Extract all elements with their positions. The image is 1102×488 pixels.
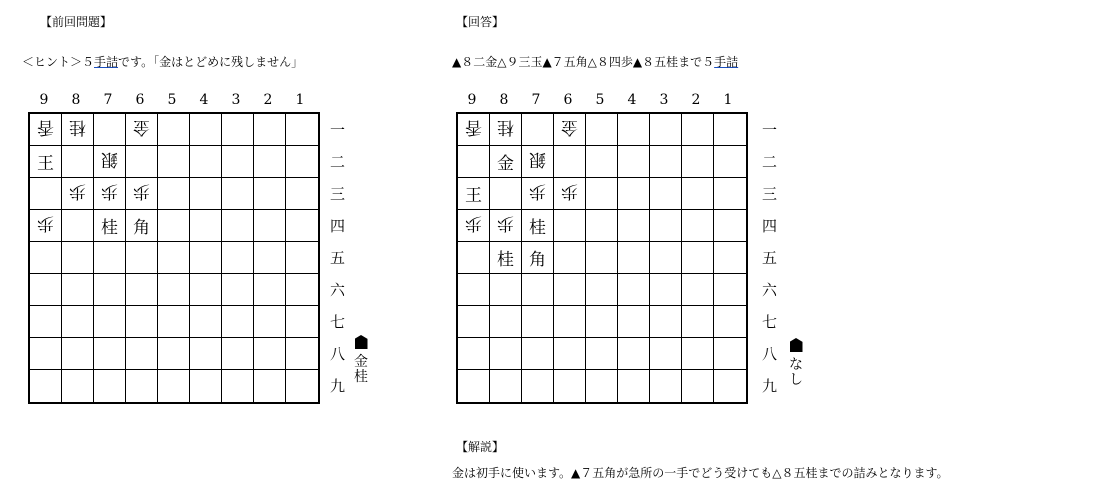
board-square[interactable] xyxy=(126,274,158,306)
board-square[interactable] xyxy=(254,306,286,338)
board-square[interactable] xyxy=(254,242,286,274)
board-square[interactable] xyxy=(554,274,586,306)
board-square[interactable] xyxy=(254,338,286,370)
file-label: 2 xyxy=(691,92,701,108)
rank-label: 八 xyxy=(330,345,346,363)
player-piece[interactable]: 桂 xyxy=(529,218,546,238)
rank-label: 四 xyxy=(330,217,346,235)
board-square[interactable] xyxy=(490,210,522,242)
opponent-piece[interactable]: 金 xyxy=(561,117,578,137)
file-label: 2 xyxy=(263,92,273,108)
rank-label: 五 xyxy=(762,249,778,267)
answer-prefix: ▲８二金△９三玉▲７五角△８四歩▲８五桂まで５ xyxy=(452,55,715,69)
board-square[interactable] xyxy=(618,338,650,370)
board-square[interactable] xyxy=(618,178,650,210)
board-square[interactable] xyxy=(62,242,94,274)
board-square[interactable] xyxy=(30,306,62,338)
board-square[interactable] xyxy=(222,306,254,338)
board-square[interactable] xyxy=(522,178,554,210)
rank-label: 二 xyxy=(762,153,778,171)
rank-label: 二 xyxy=(330,153,346,171)
sente-marker-icon xyxy=(790,338,803,352)
file-label: 6 xyxy=(135,92,145,108)
board-square[interactable] xyxy=(714,370,746,402)
rank-label: 六 xyxy=(762,281,778,299)
file-label: 8 xyxy=(71,92,81,108)
board-square[interactable] xyxy=(222,178,254,210)
file-label: 6 xyxy=(563,92,573,108)
board-square[interactable] xyxy=(62,146,94,178)
board-square[interactable] xyxy=(554,114,586,146)
board-square[interactable] xyxy=(714,274,746,306)
board-square[interactable] xyxy=(682,178,714,210)
board-square[interactable] xyxy=(522,146,554,178)
board-square[interactable] xyxy=(490,178,522,210)
board-square[interactable] xyxy=(458,114,490,146)
answer-link[interactable]: 手詰 xyxy=(714,55,739,69)
hand-piece-char: 金 xyxy=(354,354,368,370)
opponent-piece[interactable]: 歩 xyxy=(101,181,118,201)
rank-labels xyxy=(762,114,777,402)
board-square[interactable] xyxy=(190,306,222,338)
board-square[interactable] xyxy=(618,146,650,178)
answer-title: 【回答】 xyxy=(456,15,505,29)
board-square[interactable] xyxy=(586,370,618,402)
board-square[interactable] xyxy=(126,146,158,178)
board-square[interactable] xyxy=(554,370,586,402)
board-square[interactable] xyxy=(190,338,222,370)
player-piece[interactable]: 桂 xyxy=(497,250,514,270)
file-label: 7 xyxy=(531,92,541,108)
rank-label: 八 xyxy=(762,345,778,363)
board-square[interactable] xyxy=(682,242,714,274)
board-square[interactable] xyxy=(522,338,554,370)
opponent-piece[interactable]: 金 xyxy=(133,117,150,137)
board-square[interactable] xyxy=(286,306,318,338)
board-square[interactable] xyxy=(522,306,554,338)
board-square[interactable] xyxy=(62,338,94,370)
board-square[interactable] xyxy=(458,338,490,370)
board-square[interactable] xyxy=(618,370,650,402)
board-square[interactable] xyxy=(30,146,62,178)
opponent-piece[interactable]: 桂 xyxy=(497,117,514,137)
board-square[interactable] xyxy=(650,274,682,306)
board-square[interactable] xyxy=(586,242,618,274)
file-label: 8 xyxy=(499,92,509,108)
board-square[interactable] xyxy=(190,274,222,306)
board-square[interactable] xyxy=(94,338,126,370)
board-square[interactable] xyxy=(650,210,682,242)
file-label: 5 xyxy=(595,92,605,108)
hint-line xyxy=(22,53,303,70)
opponent-piece[interactable]: 歩 xyxy=(37,213,54,233)
opponent-piece[interactable]: 香 xyxy=(37,117,54,137)
board-square[interactable] xyxy=(286,178,318,210)
board-square[interactable] xyxy=(650,242,682,274)
player-piece[interactable]: 王 xyxy=(465,186,482,206)
board-square[interactable] xyxy=(254,178,286,210)
board-square[interactable] xyxy=(522,370,554,402)
board-square[interactable] xyxy=(286,274,318,306)
board-square[interactable] xyxy=(222,146,254,178)
file-label: 3 xyxy=(659,92,669,108)
board-square[interactable] xyxy=(62,178,94,210)
board-square[interactable] xyxy=(586,178,618,210)
board-square[interactable] xyxy=(458,306,490,338)
board-square[interactable] xyxy=(522,210,554,242)
rank-label: 四 xyxy=(762,217,778,235)
board-square[interactable] xyxy=(222,338,254,370)
player-piece[interactable]: 金 xyxy=(497,154,514,174)
board-square[interactable] xyxy=(30,370,62,402)
board-square[interactable] xyxy=(158,274,190,306)
explanation-text: 金は初手に使います。▲７五角が急所の一手でどう受けても△８五桂までの詰みとなります。 xyxy=(452,466,949,480)
hint-prefix: ＜ヒント＞５ xyxy=(22,55,95,69)
file-label: 1 xyxy=(723,92,733,108)
board-square[interactable] xyxy=(714,114,746,146)
board-square[interactable] xyxy=(554,178,586,210)
board-square[interactable] xyxy=(682,306,714,338)
board-square[interactable] xyxy=(30,114,62,146)
board-square[interactable] xyxy=(650,370,682,402)
board-square[interactable] xyxy=(458,146,490,178)
board-square[interactable] xyxy=(714,178,746,210)
board-square[interactable] xyxy=(682,274,714,306)
sente-hand xyxy=(354,335,368,385)
board-square[interactable] xyxy=(30,178,62,210)
board-square[interactable] xyxy=(714,338,746,370)
opponent-piece[interactable]: 銀 xyxy=(101,149,118,169)
rank-label: 七 xyxy=(762,313,778,331)
board-square[interactable] xyxy=(286,242,318,274)
board-square[interactable] xyxy=(522,242,554,274)
hint-suffix: です。「金はとどめに残しません」 xyxy=(118,55,304,69)
board-square[interactable] xyxy=(126,306,158,338)
player-piece[interactable]: 角 xyxy=(529,250,546,270)
board-square[interactable] xyxy=(254,210,286,242)
board-square[interactable] xyxy=(618,306,650,338)
player-piece[interactable]: 王 xyxy=(37,154,54,174)
answer-line xyxy=(452,53,738,70)
file-label: 4 xyxy=(199,92,209,108)
board-square[interactable] xyxy=(126,178,158,210)
board-square[interactable] xyxy=(126,114,158,146)
board-square[interactable] xyxy=(94,242,126,274)
board-square[interactable] xyxy=(126,338,158,370)
board-square[interactable] xyxy=(586,146,618,178)
opponent-piece[interactable]: 香 xyxy=(465,117,482,137)
board-square[interactable] xyxy=(714,306,746,338)
file-label: 4 xyxy=(627,92,637,108)
board-square[interactable] xyxy=(94,210,126,242)
board-square[interactable] xyxy=(158,306,190,338)
opponent-piece[interactable]: 歩 xyxy=(133,181,150,201)
board-square[interactable] xyxy=(94,274,126,306)
board-square[interactable] xyxy=(554,210,586,242)
board-square[interactable] xyxy=(586,274,618,306)
rank-label: 九 xyxy=(330,377,346,395)
board-square[interactable] xyxy=(490,306,522,338)
file-label: 5 xyxy=(167,92,177,108)
board-square[interactable] xyxy=(458,178,490,210)
board-square[interactable] xyxy=(62,114,94,146)
file-label: 7 xyxy=(103,92,113,108)
board-square[interactable] xyxy=(94,370,126,402)
hand-piece-char: な xyxy=(789,357,803,373)
opponent-piece[interactable]: 歩 xyxy=(561,181,578,201)
board-square[interactable] xyxy=(158,370,190,402)
file-label: 9 xyxy=(39,92,49,108)
board-square[interactable] xyxy=(490,370,522,402)
file-label: 1 xyxy=(295,92,305,108)
board-square[interactable] xyxy=(158,178,190,210)
board-square[interactable] xyxy=(158,338,190,370)
board-square[interactable] xyxy=(158,114,190,146)
problem-title: 【前回問題】 xyxy=(40,15,113,29)
board-square[interactable] xyxy=(30,210,62,242)
board-square[interactable] xyxy=(554,306,586,338)
board-square[interactable] xyxy=(522,114,554,146)
board-square[interactable] xyxy=(94,114,126,146)
board-square[interactable] xyxy=(286,146,318,178)
board-square[interactable] xyxy=(650,306,682,338)
board-square[interactable] xyxy=(650,114,682,146)
rank-label: 五 xyxy=(330,249,346,267)
opponent-piece[interactable]: 歩 xyxy=(69,181,86,201)
sente-hand xyxy=(789,338,803,388)
board-square[interactable] xyxy=(682,114,714,146)
opponent-piece[interactable]: 桂 xyxy=(69,117,86,137)
board-square[interactable] xyxy=(618,274,650,306)
board-square[interactable] xyxy=(618,210,650,242)
rank-label: 九 xyxy=(762,377,778,395)
board-square[interactable] xyxy=(490,338,522,370)
hint-link[interactable]: 手詰 xyxy=(94,55,119,69)
board-square[interactable] xyxy=(94,178,126,210)
board-grid xyxy=(28,112,320,404)
board-square[interactable] xyxy=(190,146,222,178)
rank-label: 三 xyxy=(330,185,346,203)
board-square[interactable] xyxy=(222,242,254,274)
board-square[interactable] xyxy=(286,210,318,242)
board-square[interactable] xyxy=(190,242,222,274)
board-square[interactable] xyxy=(586,114,618,146)
board-square[interactable] xyxy=(714,242,746,274)
board-square[interactable] xyxy=(254,146,286,178)
board-square[interactable] xyxy=(490,146,522,178)
board-square[interactable] xyxy=(586,338,618,370)
board-square[interactable] xyxy=(286,338,318,370)
board-square[interactable] xyxy=(190,114,222,146)
board-square[interactable] xyxy=(522,274,554,306)
board-square[interactable] xyxy=(682,338,714,370)
board-square[interactable] xyxy=(222,274,254,306)
board-square[interactable] xyxy=(30,242,62,274)
board-square[interactable] xyxy=(458,242,490,274)
board-square[interactable] xyxy=(190,178,222,210)
board-square[interactable] xyxy=(62,274,94,306)
board-square[interactable] xyxy=(490,242,522,274)
board-square[interactable] xyxy=(126,210,158,242)
board-square[interactable] xyxy=(554,146,586,178)
board-square[interactable] xyxy=(286,370,318,402)
board-square[interactable] xyxy=(126,370,158,402)
board-square[interactable] xyxy=(714,210,746,242)
board-square[interactable] xyxy=(650,338,682,370)
board-square[interactable] xyxy=(554,242,586,274)
board-square[interactable] xyxy=(254,114,286,146)
opponent-piece[interactable]: 銀 xyxy=(529,149,546,169)
board-square[interactable] xyxy=(190,210,222,242)
hand-piece-char: し xyxy=(789,372,803,388)
board-square[interactable] xyxy=(158,146,190,178)
board-square[interactable] xyxy=(62,306,94,338)
board-square[interactable] xyxy=(458,370,490,402)
board-square[interactable] xyxy=(458,274,490,306)
board-square[interactable] xyxy=(586,306,618,338)
board-square[interactable] xyxy=(490,274,522,306)
board-square[interactable] xyxy=(222,210,254,242)
board-square[interactable] xyxy=(94,146,126,178)
board-square[interactable] xyxy=(618,242,650,274)
board-square[interactable] xyxy=(650,146,682,178)
board-square[interactable] xyxy=(586,210,618,242)
board-square[interactable] xyxy=(554,338,586,370)
board-square[interactable] xyxy=(222,114,254,146)
board-square[interactable] xyxy=(190,370,222,402)
explanation-title: 【解説】 xyxy=(456,440,505,454)
rank-label: 七 xyxy=(330,313,346,331)
opponent-piece[interactable]: 歩 xyxy=(529,181,546,201)
rank-label: 六 xyxy=(330,281,346,299)
rank-label: 一 xyxy=(330,121,346,139)
rank-label: 三 xyxy=(762,185,778,203)
board-square[interactable] xyxy=(62,370,94,402)
player-piece[interactable]: 桂 xyxy=(101,218,118,238)
board-square[interactable] xyxy=(682,146,714,178)
player-piece[interactable]: 角 xyxy=(133,218,150,238)
board-square[interactable] xyxy=(94,306,126,338)
file-labels xyxy=(28,92,316,108)
board-grid xyxy=(456,112,748,404)
rank-labels xyxy=(330,114,345,402)
hand-piece-char: 桂 xyxy=(354,369,368,385)
sente-marker-icon xyxy=(355,335,368,349)
board-square[interactable] xyxy=(30,274,62,306)
board-square[interactable] xyxy=(714,146,746,178)
board-square[interactable] xyxy=(30,338,62,370)
board-square[interactable] xyxy=(158,210,190,242)
opponent-piece[interactable]: 歩 xyxy=(497,213,514,233)
board-square[interactable] xyxy=(254,274,286,306)
board-square[interactable] xyxy=(254,370,286,402)
board-square[interactable] xyxy=(682,370,714,402)
board-square[interactable] xyxy=(62,210,94,242)
board-square[interactable] xyxy=(490,114,522,146)
board-square[interactable] xyxy=(618,114,650,146)
board-square[interactable] xyxy=(222,370,254,402)
file-label: 9 xyxy=(467,92,477,108)
board-square[interactable] xyxy=(286,114,318,146)
board-square[interactable] xyxy=(458,210,490,242)
file-labels xyxy=(456,92,744,108)
board-square[interactable] xyxy=(650,178,682,210)
board-square[interactable] xyxy=(158,242,190,274)
board-square[interactable] xyxy=(126,242,158,274)
file-label: 3 xyxy=(231,92,241,108)
board-square[interactable] xyxy=(682,210,714,242)
rank-label: 一 xyxy=(762,121,778,139)
opponent-piece[interactable]: 歩 xyxy=(465,213,482,233)
